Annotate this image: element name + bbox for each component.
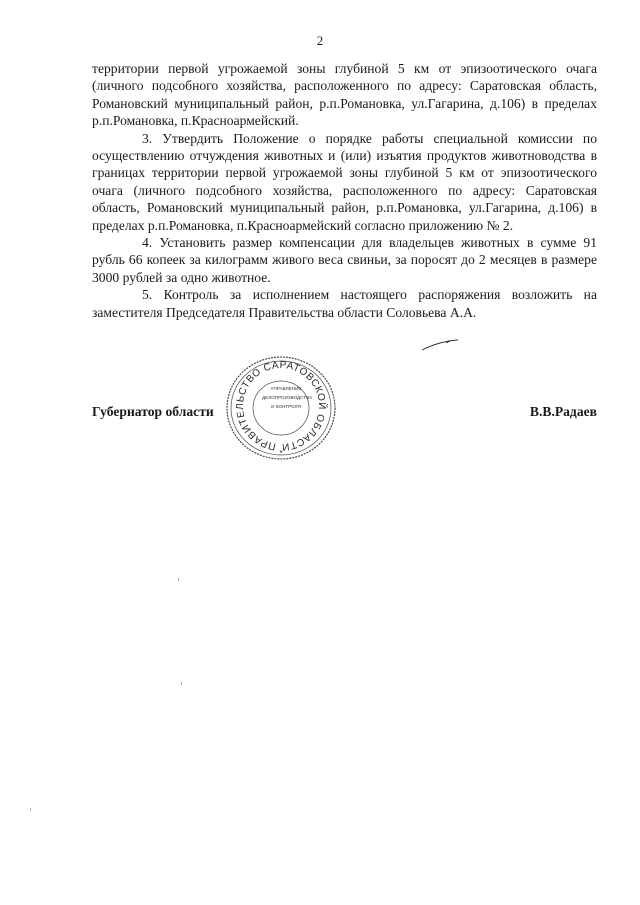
page-number: 2: [316, 33, 324, 48]
seal-legend-line: И КОНТРОЛЯ: [271, 404, 301, 409]
seal-legend: [262, 384, 313, 411]
signatory-position: Губернатор области: [92, 404, 214, 419]
signature-mark: [420, 338, 460, 352]
document-body: [92, 60, 597, 321]
scan-artifact: [181, 682, 182, 685]
seal-star: *: [279, 449, 283, 458]
scan-artifact: [30, 808, 31, 811]
seal-legend-line: УПРАВЛЕНИЕ: [270, 386, 302, 391]
paragraph-item-4: 4. Установить размер компенсации для владельцев животных в сумме 91 рубль 66 копеек за килограмм живого веса свиньи, за поросят до 2 месяцев в размере 3000 рублей за одно животное.: [92, 235, 597, 285]
signatory-name: В.В.Радаев: [529, 404, 597, 419]
seal-legend-line: ДЕЛОПРОИЗВОДСТВА: [262, 395, 313, 400]
seal-ring-text: ПРАВИТЕЛЬСТВО САРАТОВСКОЙ ОБЛАСТИ: [234, 359, 328, 453]
scan-artifact: [178, 578, 179, 581]
paragraph-continuation: территории первой угрожаемой зоны глубиной 5 км от эпизоотического очага (личного подсобного хозяйства, расположенного по адресу: Саратовская область, Романовский муниципальный район, р.п.Романовка, ул.Гагарина, д.106) в пределах р.п.Романовка, п.Красноармейский.: [92, 61, 597, 129]
paragraph-item-3: 3. Утвердить Положение о порядке работы специальной комиссии по осуществлению отчуждения животных и (или) изъятия продуктов животноводства в границах территории первой угрожаемой зоны глубиной 5 км от эпизоотического очага (личного подсобного хозяйства, расположенного по адресу: Саратовская область, Романовский муниципальный район, р.п.Романовка, ул.Гагарина, д.106) в пределах р.п.Романовка, п.Красноармейский согласно приложению № 2.: [92, 130, 597, 233]
paragraph-item-5: 5. Контроль за исполнением настоящего распоряжения возложить на заместителя Председателя Правительства области Соловьева А.А.: [92, 287, 597, 320]
